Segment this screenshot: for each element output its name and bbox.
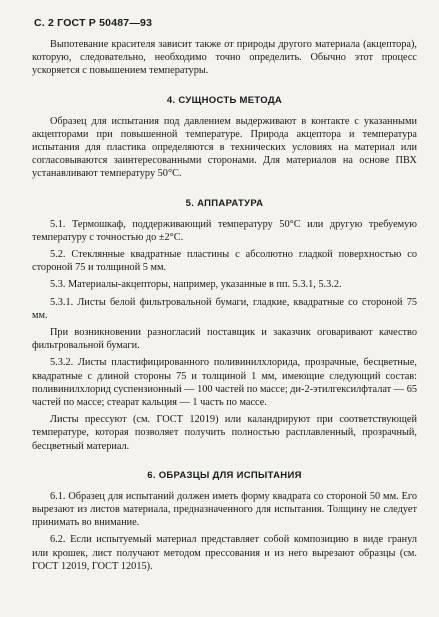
clause-5-2: 5.2. Стеклянные квадратные пластины с абсолютно гладкой поверхностью со стороной 75 и толщиной 5 мм.: [32, 249, 417, 274]
section-6-title: 6. ОБРАЗЦЫ ДЛЯ ИСПЫТАНИЯ: [147, 469, 302, 481]
section-4-title: 4. СУЩНОСТЬ МЕТОДА: [166, 94, 283, 106]
clause-5-3-1-note: При возникновении разногласий поставщик и заказчик оговаривают качество фильтровальной бумаги.: [32, 327, 417, 352]
clause-5-3-1: 5.3.1. Листы белой фильтровальной бумаги, гладкие, квадратные со стороной 75 мм.: [32, 296, 417, 321]
clause-6-2: 6.2. Если испытуемый материал представляет собой композицию в виде гранул или крошек, лист получают методом прессования и из него вырезают образцы (см. ГОСТ 12019, ГОСТ 12015).: [32, 534, 417, 572]
document-body: [32, 38, 417, 573]
clause-5-3-2: 5.3.2. Листы пластифицированного поливинилхлорида, прозрачные, бесцветные, квадратные с длиной стороны 75 и толщиной 1 мм, имеющие следующий состав: поливинилхлорид суспензионный — 100 частей по массе; ди-2-этилгексилфталат — 65 частей по массе; стеарат кальция — 1 часть по массе.: [32, 357, 417, 409]
section-5-title: 5. АППАРАТУРА: [185, 197, 264, 209]
section-4-paragraph: Образец для испытания под давлением выдерживают в контакте с указанными акцепторами при повышенной температуре. Природа акцептора и температура испытания для пластика определяются в технических условиях на материал или согласовываются заинтересованными сторонами. Для материалов на основе ПВХ устанавливают температуру 50°С.: [32, 115, 417, 180]
intro-paragraph: Выпотевание красителя зависит также от природы другого материала (акцептора), которую, следовательно, необходимо точно определить. Обычно этот процесс ускоряется с повышением температуры.: [32, 39, 417, 77]
clause-6-1: 6.1. Образец для испытаний должен иметь форму квадрата со стороной 50 мм. Его вырезают из листов материала, предназначенного для испытания. Толщину не следует принимать во внимание.: [32, 490, 417, 529]
page-header: С. 2 ГОСТ Р 50487—93: [34, 17, 153, 29]
clause-5-3: 5.3. Материалы-акцепторы, например, указанные в пп. 5.3.1, 5.3.2.: [50, 279, 342, 291]
clause-5-3-2-note: Листы прессуют (см. ГОСТ 12019) или каландрируют при соответствующей температуре, которая позволяет получить полностью расплавленный, прозрачный, бесцветный материал.: [32, 414, 417, 452]
clause-5-1: 5.1. Термошкаф, поддерживающий температуру 50°С или другую требуемую температуру с точностью до ±2°С.: [32, 218, 417, 243]
